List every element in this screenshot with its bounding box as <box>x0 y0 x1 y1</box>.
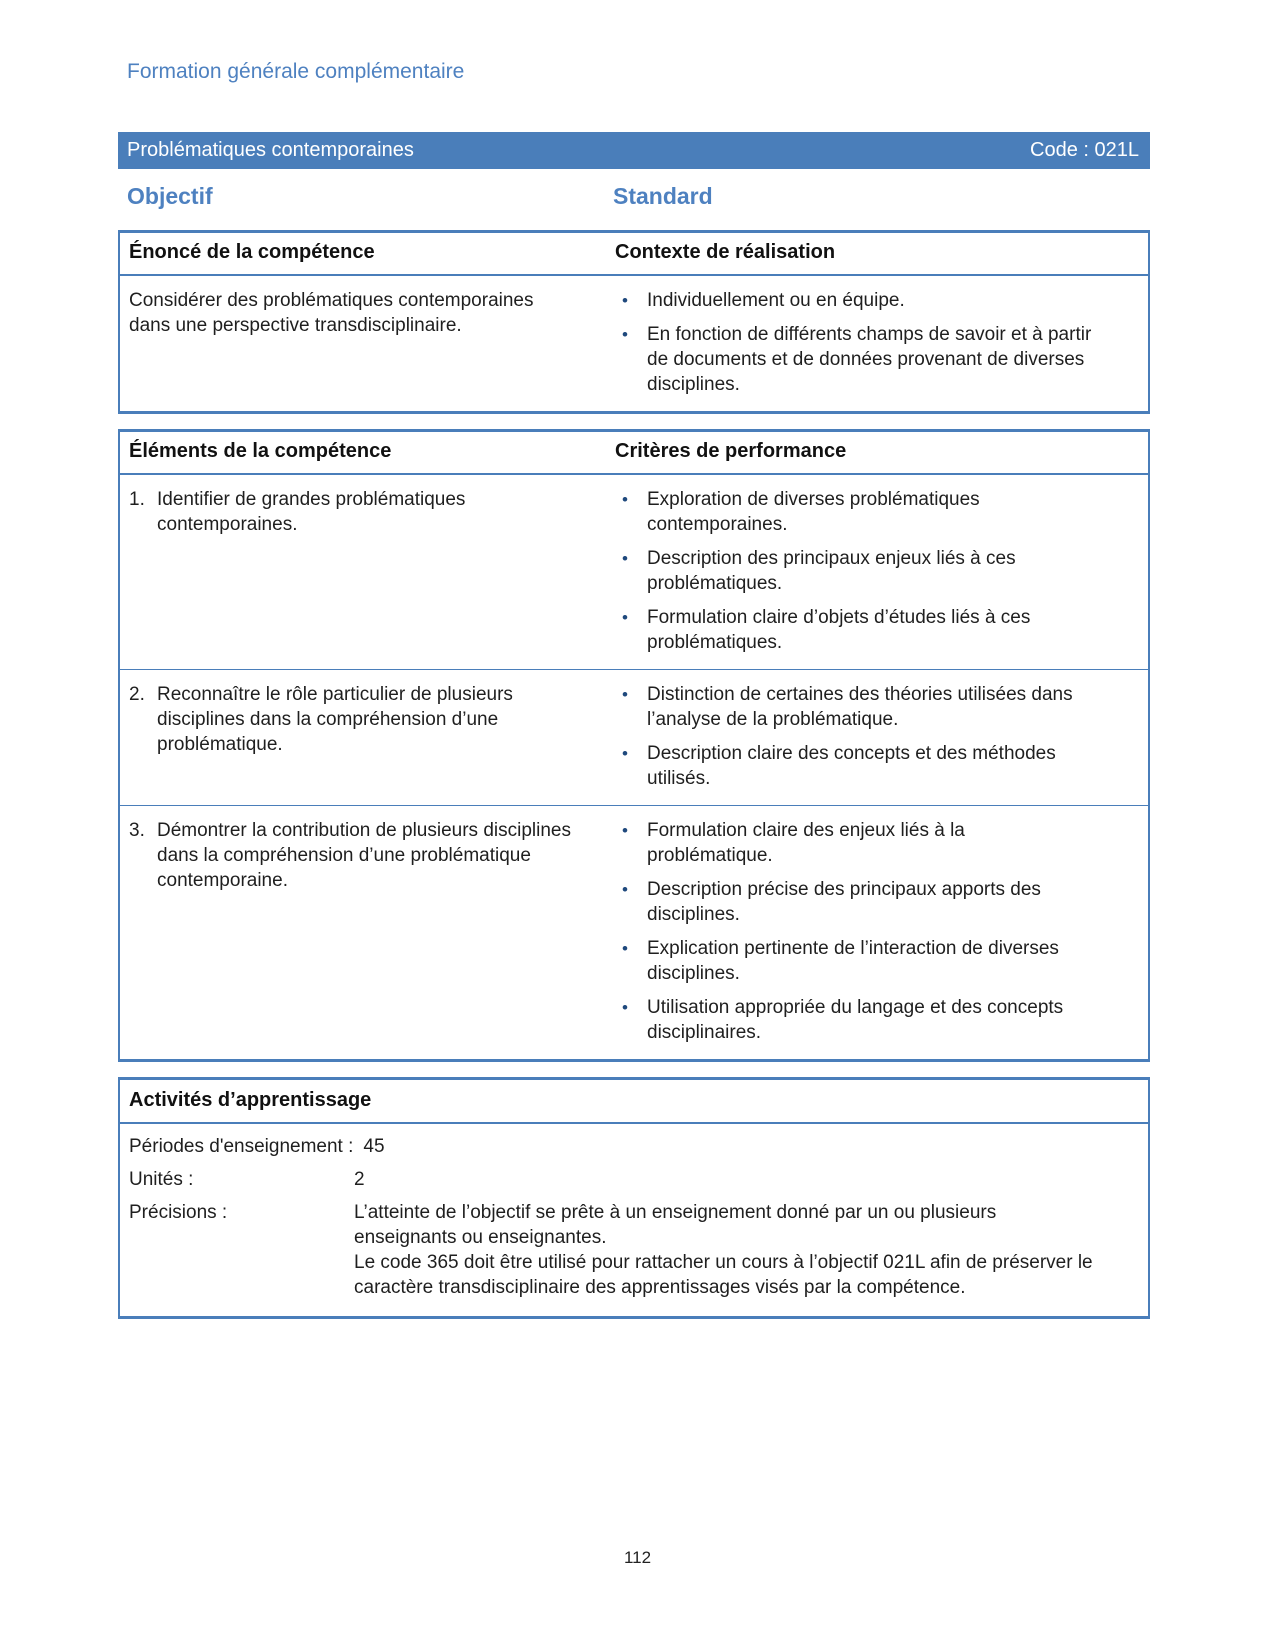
page-number: 112 <box>623 1548 652 1567</box>
list-item <box>622 877 1138 927</box>
bullet-icon: • <box>622 939 628 958</box>
bullet-icon: • <box>622 325 628 344</box>
contexte-header: Contexte de réalisation <box>615 241 836 263</box>
enonce-header: Énoncé de la compétence <box>129 241 375 263</box>
bullet-icon: • <box>622 608 628 627</box>
numbered-item <box>129 487 605 537</box>
precisions-line: Le code 365 doit être utilisé pour rattacher un cours à l’objectif 021L afin de préserver le caractère transdisciplinaire des apprentissages visés par la compétence. <box>354 1252 1093 1298</box>
element-cell <box>120 670 615 805</box>
precisions-row <box>129 1200 1138 1300</box>
context-cell <box>615 276 1148 411</box>
list-item <box>622 741 1138 791</box>
page-content <box>118 0 1150 1319</box>
bullet-text: Individuellement ou en équipe. <box>647 290 905 311</box>
list-item <box>622 605 1138 655</box>
periods-label: Périodes d'enseignement : <box>129 1136 354 1157</box>
competence-statement: Considérer des problématiques contemporaines dans une perspective transdisciplinaire. <box>129 290 534 336</box>
bullet-text: Description des principaux enjeux liés à ces problématiques. <box>647 548 1016 594</box>
column-headings <box>118 182 1150 211</box>
bullet-text: Distinction de certaines des théories utilisées dans l’analyse de la problématique. <box>647 684 1073 730</box>
list-item <box>622 682 1138 732</box>
competence-table-body <box>120 276 1148 411</box>
list-item <box>622 288 1138 313</box>
bullet-icon: • <box>622 685 628 704</box>
precisions-value <box>354 1200 1099 1300</box>
course-code: Code : 021L <box>1030 139 1139 161</box>
item-number: 2. <box>129 684 145 705</box>
numbered-item <box>129 682 605 757</box>
precisions-line: L’atteinte de l’objectif se prête à un enseignement donné par un ou plusieurs enseignants ou enseignantes. <box>354 1202 997 1248</box>
competence-statement-cell <box>120 276 615 411</box>
numbered-item <box>129 818 605 893</box>
item-number: 1. <box>129 489 145 510</box>
bullet-text: Formulation claire des enjeux liés à la problématique. <box>647 820 965 866</box>
criteria-cell <box>615 670 1148 805</box>
table-row <box>120 475 1148 669</box>
element-text: Reconnaître le rôle particulier de plusieurs disciplines dans la compréhension d’une problématique. <box>157 684 513 755</box>
element-cell <box>120 806 615 1059</box>
course-title: Problématiques contemporaines <box>127 139 414 161</box>
objectif-heading: Objectif <box>127 183 213 209</box>
table-row <box>120 805 1148 1059</box>
element-text: Identifier de grandes problématiques contemporaines. <box>157 489 466 535</box>
standard-heading: Standard <box>613 183 713 209</box>
bullet-icon: • <box>622 744 628 763</box>
competence-table-header <box>120 233 1148 276</box>
bullet-icon: • <box>622 549 628 568</box>
units-label: Unités : <box>129 1169 194 1190</box>
precisions-label: Précisions : <box>129 1202 228 1223</box>
list-item <box>622 487 1138 537</box>
criteres-header: Critères de performance <box>615 440 847 462</box>
list-item <box>622 322 1138 397</box>
periods-row <box>129 1134 1138 1159</box>
element-text: Démontrer la contribution de plusieurs disciplines dans la compréhension d’une problématique contemporaine. <box>157 820 571 891</box>
item-number: 3. <box>129 820 145 841</box>
criteria-cell <box>615 475 1148 669</box>
bullet-text: Utilisation appropriée du langage et des concepts disciplinaires. <box>647 997 1064 1043</box>
criteria-cell <box>615 806 1148 1059</box>
bullet-text: Description claire des concepts et des méthodes utilisés. <box>647 743 1056 789</box>
title-bar <box>118 132 1150 169</box>
bullet-text: Description précise des principaux apports des disciplines. <box>647 879 1041 925</box>
competence-table <box>118 230 1150 414</box>
activities-table <box>118 1077 1150 1319</box>
bullet-text: Formulation claire d’objets d’études liés à ces problématiques. <box>647 607 1031 653</box>
bullet-icon: • <box>622 490 628 509</box>
bullet-icon: • <box>622 998 628 1017</box>
list-item <box>622 818 1138 868</box>
bullet-icon: • <box>622 880 628 899</box>
bullet-text: Exploration de diverses problématiques contemporaines. <box>647 489 980 535</box>
list-item <box>622 546 1138 596</box>
element-cell <box>120 475 615 669</box>
bullet-icon: • <box>622 291 628 310</box>
activities-header: Activités d’apprentissage <box>120 1080 1148 1124</box>
activities-body <box>120 1124 1148 1316</box>
elements-header: Éléments de la compétence <box>129 440 392 462</box>
bullet-text: Explication pertinente de l’interaction de diverses disciplines. <box>647 938 1059 984</box>
periods-value: 45 <box>363 1136 385 1157</box>
list-item <box>622 995 1138 1045</box>
units-value: 2 <box>354 1169 365 1190</box>
table-row <box>120 669 1148 805</box>
bullet-text: En fonction de différents champs de savoir et à partir de documents et de données provenant de diverses disciplines. <box>647 324 1092 395</box>
section-label: Formation générale complémentaire <box>127 60 465 83</box>
units-row <box>129 1167 1138 1192</box>
elements-table-header <box>120 432 1148 475</box>
list-item <box>622 936 1138 986</box>
elements-table <box>118 429 1150 1062</box>
bullet-icon: • <box>622 821 628 840</box>
